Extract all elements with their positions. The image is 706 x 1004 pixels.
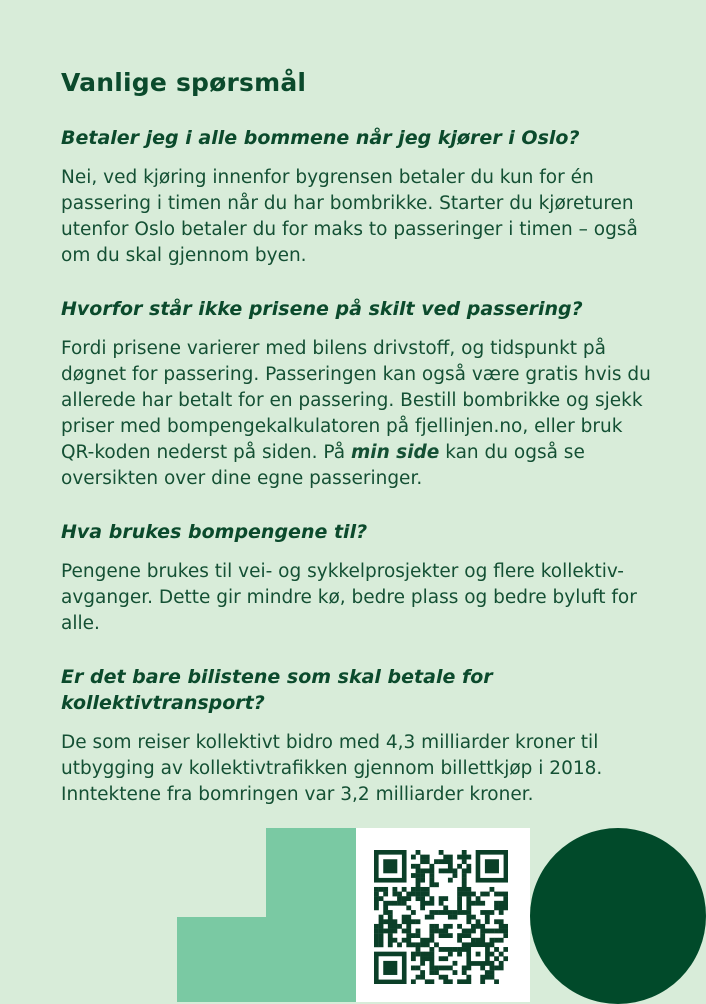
faq-item <box>61 519 661 637</box>
faq-question: Hva brukes bompengene til? <box>61 521 368 543</box>
page-title: Vanlige spørsmål <box>61 68 307 97</box>
faq-item <box>61 664 661 808</box>
faq-question: Betaler jeg i alle bommene når jeg kjører i Oslo? <box>61 127 580 149</box>
faq-answer: Nei, ved kjøring innenfor bygrensen betaler du kun for én passering i timen når du har bombrikke. Starter du kjøreturen utenfor Oslo betaler du for maks to passeringer i timen – også om du skal gjennom byen. <box>61 167 638 266</box>
faq-answer: Pengene brukes til vei- og sykkelprosjekter og flere kollektiv-avganger. Dette gir mindre kø, bedre plass og bedre byluft for alle. <box>61 561 637 634</box>
qr-code-panel[interactable] <box>356 828 530 1002</box>
faq-answer <box>61 336 661 492</box>
faq-item <box>61 296 661 492</box>
faq-question: Er det bare bilistene som skal betale for kollektivtransport? <box>61 666 493 714</box>
decorative-circle <box>530 828 706 1004</box>
qr-code-icon <box>374 850 508 984</box>
faq-item <box>61 125 661 269</box>
faq-answer-text: Fordi prisene varierer med bilens drivstoff, og tidspunkt på døgnet for passering. Passeringen kan også være gratis hvis du allerede har betalt for en passering. Bestill bombrikke og sjekk priser med bompengekalkulatoren på fjellinjen.no, eller bruk QR-koden nederst på siden. På <box>61 338 651 463</box>
faq-answer-text: kan du også se oversikten over dine egne passeringer. <box>61 442 585 489</box>
faq-section <box>61 68 661 835</box>
faq-answer: De som reiser kollektivt bidro med 4,3 milliarder kroner til utbygging av kollektivtrafikken gjennom billettkjøp i 2018. Inntektene fra bomringen var 3,2 milliarder kroner. <box>61 732 603 805</box>
decorative-block-low <box>177 917 277 1002</box>
min-side-emphasis: min side <box>350 442 440 463</box>
decorative-block-high <box>266 828 356 1002</box>
faq-question: Hvorfor står ikke prisene på skilt ved passering? <box>61 298 583 320</box>
